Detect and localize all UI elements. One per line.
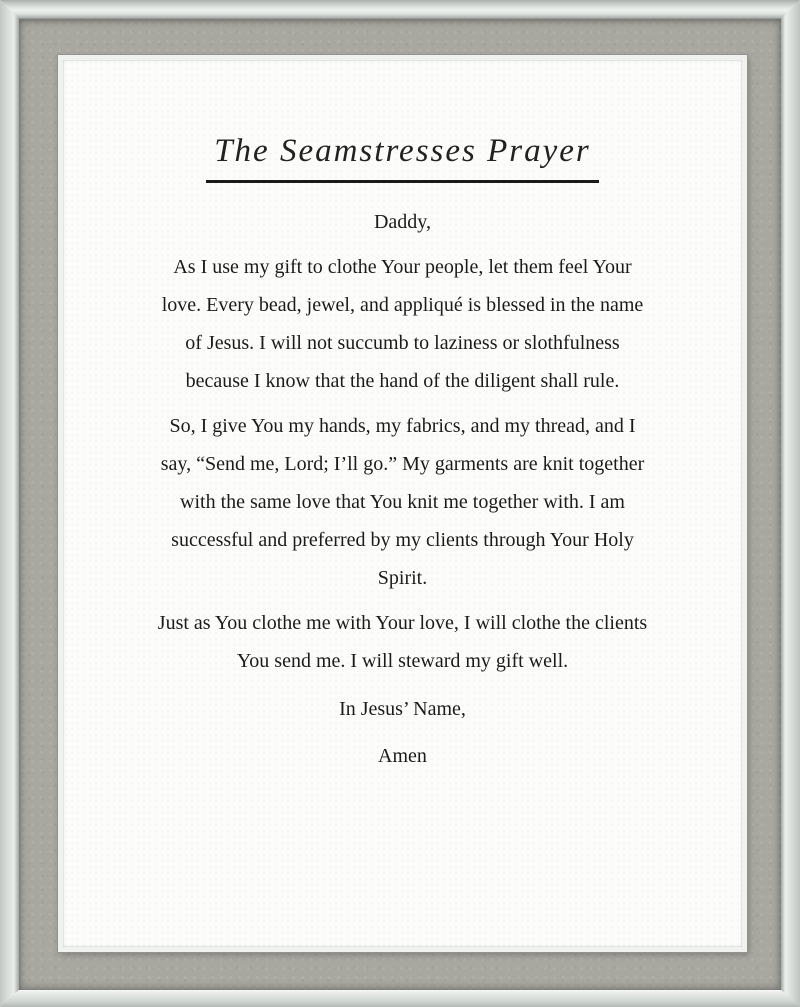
paragraph-line: say, “Send me, Lord; I’ll go.” My garments are knit together — [160, 453, 645, 475]
prayer-paper — [63, 132, 742, 1007]
paragraph-line: As I use my gift to clothe Your people, let them feel Your — [173, 256, 632, 278]
paragraph-line: Just as You clothe me with Your love, I will clothe the clients — [157, 612, 648, 634]
paragraph-line: You send me. I will steward my gift well. — [236, 650, 569, 672]
greeting-text: Daddy, — [373, 211, 432, 233]
frame-left-rail — [0, 0, 19, 1007]
paragraph-line: So, I give You my hands, my fabrics, and my thread, and I — [169, 415, 636, 437]
closing-text: In Jesus’ Name, — [339, 698, 466, 720]
paragraph-line: of Jesus. I will not succumb to laziness or slothfulness — [185, 332, 620, 354]
paragraph-line: love. Every bead, jewel, and appliqué is blessed in the name — [161, 294, 644, 316]
frame-top-rail — [0, 0, 800, 19]
paragraph-line: with the same love that You knit me together with. I am — [180, 491, 625, 513]
frame-right-rail — [781, 0, 800, 1007]
paragraph-line: successful and preferred by my clients through Your Holy — [171, 529, 634, 551]
amen-text: Amen — [378, 745, 427, 767]
prayer-paragraph-2 — [63, 407, 742, 597]
paper-opening — [58, 55, 747, 952]
title-block — [63, 132, 742, 183]
prayer-paragraph-3 — [63, 604, 742, 680]
mat-board — [19, 19, 781, 990]
prayer-paragraph-1 — [63, 248, 742, 400]
paragraph-line: because I know that the hand of the diligent shall rule. — [185, 370, 620, 392]
paragraph-line: Spirit. — [377, 567, 428, 589]
prayer-title: The Seamstresses Prayer — [206, 132, 599, 183]
